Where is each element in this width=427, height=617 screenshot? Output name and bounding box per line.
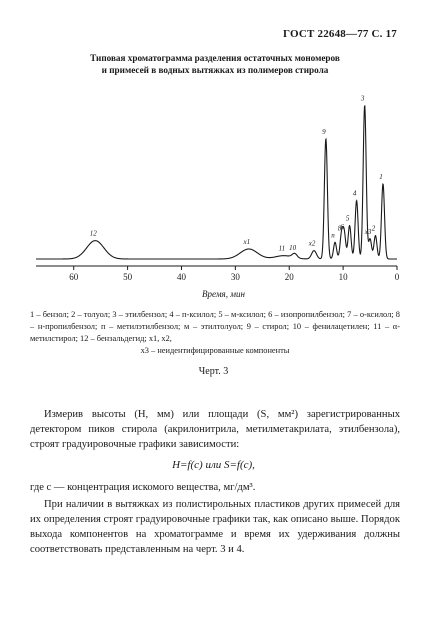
peak-label-9: 9 — [322, 127, 326, 136]
x-tick-label: 10 — [338, 272, 348, 282]
x-axis-label: Время, мин — [202, 289, 245, 299]
figure-title-line-2: и примесей в водных вытяжках из полимеров стирола — [101, 65, 329, 75]
x-tick-label: 40 — [176, 272, 186, 282]
x-tick-label: 60 — [69, 272, 79, 282]
peak-label-8: 8 — [337, 224, 342, 233]
x-tick-label: 30 — [230, 272, 240, 282]
figure-title-line-1: Типовая хроматограмма разделения остаточных мономеров — [90, 53, 340, 63]
peak-label-x1: x1 — [243, 237, 251, 246]
peak-label-6: 6 — [340, 222, 344, 231]
peak-label-4: 4 — [352, 189, 357, 198]
peak-label-10: 10 — [289, 243, 297, 252]
peak-label-11: 11 — [278, 244, 286, 253]
legend-text-last: x3 – неидентифицированные компоненты — [140, 346, 290, 355]
paragraph-other-impurities: При наличии в вытяжках из полистирольных пластиков других примесей для их определения строят градуировочные графики так, как описано выше. Порядок выхода компонентов на хроматограмме и время их удерживания должны соответствовать представленным на черт. 3 и 4. — [30, 499, 400, 555]
peak-label-2: 2 — [371, 224, 376, 233]
peak-label-x3: x3 — [364, 227, 372, 236]
peak-label-x2: x2 — [308, 239, 316, 248]
peak-label-3: 3 — [360, 94, 365, 103]
chromatogram-chart — [0, 0, 427, 300]
x-tick-label: 20 — [284, 272, 294, 282]
x-tick-label: 0 — [394, 272, 400, 282]
x-tick-label: 50 — [123, 272, 133, 282]
peak-label-12: 12 — [89, 229, 97, 238]
page-header: ГОСТ 22648—77 С. 17 — [283, 28, 397, 40]
peak-label-5: 5 — [345, 214, 350, 223]
legend-text: 1 – бензол; 2 – толуол; 3 – этилбензол; 4 – п-ксилол; 5 – м-ксилол; 6 – изопропилбензол; 7 – о-ксилол; 8 – н-пропилбензол; п – метилэтилбензол; м – этилтолуол; 9 – стирол; 10 – фенилацетилен; 11 – α-метилстирол; 12 – бензальдегид; x1, x2, — [30, 310, 400, 343]
peak-label-1: 1 — [379, 172, 383, 181]
formula: H=f(c) или S=f(c), — [172, 459, 255, 471]
figure-caption: Черт. 3 — [198, 366, 229, 377]
paragraph-measurement: Измерив высоты (H, мм) или площади (S, мм²) зарегистрированных детектором пиков стирола (акрилонитрила, метилметакрилата, этилбензола), строят градуировочные графики зависимости: — [30, 409, 400, 450]
peak-label-n: n — [331, 231, 335, 240]
paragraph-concentration: где c — концентрация искомого вещества, мг/дм³. — [30, 482, 256, 493]
chart-legend — [30, 309, 400, 357]
